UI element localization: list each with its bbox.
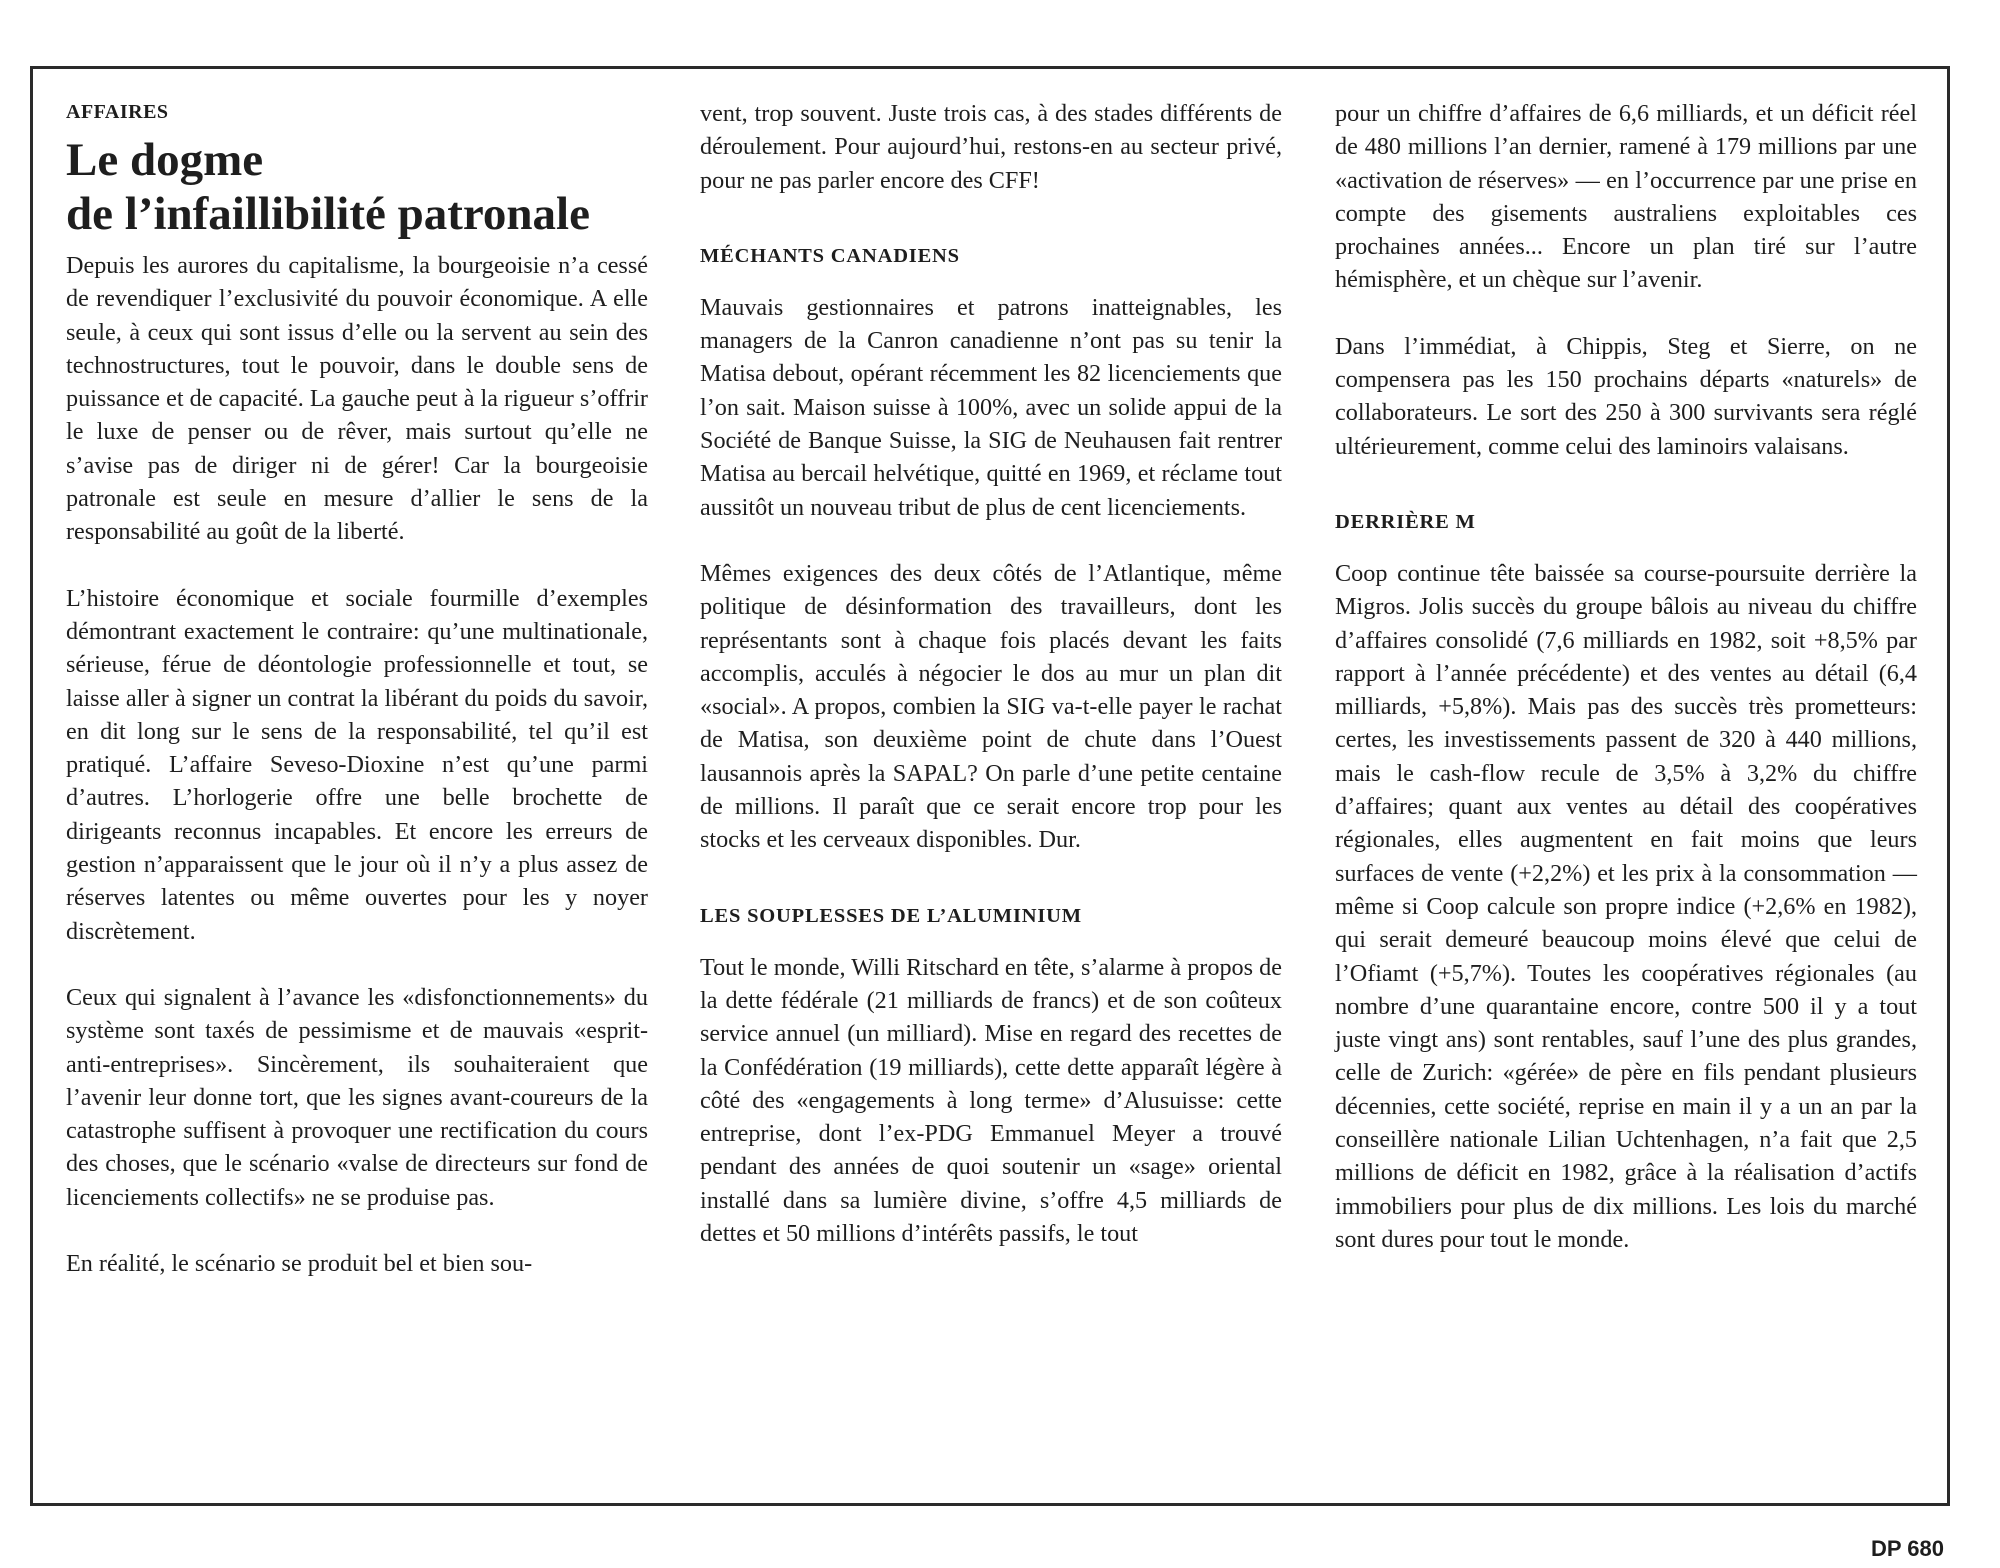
article-title-line-2: de l’infaillibilité patronale — [66, 188, 590, 240]
article-title-line-1: Le dogme — [66, 134, 264, 186]
section-heading-souplesses-aluminium: LES SOUPLESSES DE L’ALUMINIUM — [700, 904, 1082, 927]
paragraph: Coop continue tête baissée sa course-poursuite derrière la Migros. Jolis succès du groupe bâlois au niveau du chiffre d’affaires consolidé (7,6 milliards en 1982, soit +8,5% par rapport à l’année précédente) et des ventes au détail (6,4 milliards, +5,8%). Mais pas des succès très prometteurs: certes, les investissements passent de 320 à 440 millions, mais le cash-flow recule de 3,5% à 3,2% du chiffre d’affaires; quant aux ventes au détail des coopératives régionales, elles augmentent en fait moins que leurs surfaces de vente (+2,2%) et les prix à la consommation — même si Coop calcule son propre indice (+2,6% en 1982), qui serait demeuré beaucoup moins élevé que celui de l’Ofiamt (+5,7%). Toutes les coopératives régionales (au nombre d’une quarantaine encore, contre 500 il y a tout juste vingt ans) sont rentables, sauf l’une des plus grandes, celle de Zurich: «gérée» de père en fils pendant plusieurs décennies, cette société, reprise en main il y a un an par la conseillère nationale Lilian Uchtenhagen, n’a fait que 2,5 millions de déficit en 1982, grâce à la réalisation d’actifs immobiliers pour plus de dix millions. Les lois du marché sont dures pour tout le monde. — [1335, 559, 1917, 1253]
paragraph: pour un chiffre d’affaires de 6,6 milliards, et un déficit réel de 480 millions l’an dernier, ramené à 179 millions par une «activation de réserves» — en l’occurrence par une prise en compte des gisements australiens exploitables ces prochaines années... Encore un plan tiré sur l’autre hémisphère, et un chèque sur l’avenir. — [1335, 100, 1917, 294]
paragraph: Depuis les aurores du capitalisme, la bourgeoisie n’a cessé de revendiquer l’exclusivité du pouvoir économique. A elle seule, à ceux qui sont issus d’elle ou la servent au sein des technostructures, tout le pouvoir, dans le double sens de puissance et de capacité. La gauche peut à la rigueur s’offrir le luxe de penser ou de rêver, mais surtout qu’elle ne s’avise pas de diriger ni de gérer! Car la bourgeoisie patronale est seule en mesure d’allier le sens de la responsabilité au goût de la liberté. — [66, 252, 648, 546]
paragraph: Dans l’immédiat, à Chippis, Steg et Sierre, on ne compensera pas les 150 prochains départs «naturels» de collaborateurs. Le sort des 250 à 300 survivants sera réglé ultérieurement, comme celui des laminoirs valaisans. — [1335, 332, 1917, 460]
section-heading-derriere-m: DERRIÈRE M — [1335, 510, 1476, 533]
section-heading-mechants-canadiens: MÉCHANTS CANADIENS — [700, 244, 960, 267]
column-2 — [700, 97, 1282, 1250]
paragraph: Mauvais gestionnaires et patrons inatteignables, les managers de la Canron canadienne n’ont pas su tenir la Matisa debout, opérant récemment les 82 licenciements que l’on sait. Maison suisse à 100%, avec un solide appui de la Société de Banque Suisse, la SIG de Neuhausen fait rentrer Matisa au bercail helvétique, quitté en 1969, et réclame tout aussitôt un nouveau tribut de plus de cent licenciements. — [700, 293, 1282, 521]
article-frame — [30, 66, 1950, 1506]
column-3 — [1335, 97, 1917, 1256]
paragraph: L’histoire économique et sociale fourmille d’exemples démontrant exactement le contraire: qu’une multinationale, sérieuse, férue de déontologie professionnelle et tout, se laisse aller à signer un contrat la libérant du poids du savoir, en dit long sur le sens de la responsabilité, tel qu’il est pratiqué. L’affaire Seveso-Dioxine n’est qu’une parmi d’autres. L’horlogerie offre une belle brochette de dirigeants reconnus incapables. Et encore les erreurs de gestion n’apparaissent que le jour où il n’y a plus assez de réserves latentes ou même ouvertes pour les y noyer discrètement. — [66, 584, 648, 945]
paragraph: Ceux qui signalent à l’avance les «disfonctionnements» du système sont taxés de pessimisme et de mauvais «esprit-anti-entreprises». Sincèrement, ils souhaiteraient que l’avenir leur donne tort, que les signes avant-coureurs de la catastrophe suffisent à provoquer une rectification du cours des choses, que le scénario «valse de directeurs sur fond de licenciements collectifs» ne se produise pas. — [66, 983, 648, 1211]
section-kicker: AFFAIRES — [66, 101, 169, 123]
paragraph: Mêmes exigences des deux côtés de l’Atlantique, même politique de désinformation des travailleurs, dont les représentants sont à chaque fois placés devant les faits accomplis, acculés à négocier le dos au mur un plan dit «social». A propos, combien la SIG va-t-elle payer le rachat de Matisa, son deuxième point de chute dans l’Ouest lausannois après la SAPAL? On parle d’une petite centaine de millions. Il paraît que ce serait encore trop pour les stocks et les cerveaux disponibles. Dur. — [700, 559, 1282, 854]
paragraph: Tout le monde, Willi Ritschard en tête, s’alarme à propos de la dette fédérale (21 milliards de francs) et de son coûteux service annuel (un milliard). Mise en regard des recettes de la Confédération (19 milliards), cette dette apparaît légère à côté des «engagements à long terme» d’Alusuisse: cette entreprise, dont l’ex-PDG Emmanuel Meyer a trouvé pendant des années de quoi soutenir un «sage» oriental installé dans sa lumière divine, s’offre 4,5 milliards de dettes et 50 millions d’intérêts passifs, le tout — [700, 953, 1282, 1248]
column-1 — [66, 97, 648, 1280]
paragraph: vent, trop souvent. Juste trois cas, à des stades différents de déroulement. Pour aujourd’hui, restons-en au secteur privé, pour ne pas parler encore des CFF! — [700, 100, 1282, 194]
page-number: DP 680 — [1871, 1536, 1944, 1561]
article-title — [66, 133, 648, 241]
paragraph: En réalité, le scénario se produit bel et bien sou- — [66, 1250, 533, 1278]
